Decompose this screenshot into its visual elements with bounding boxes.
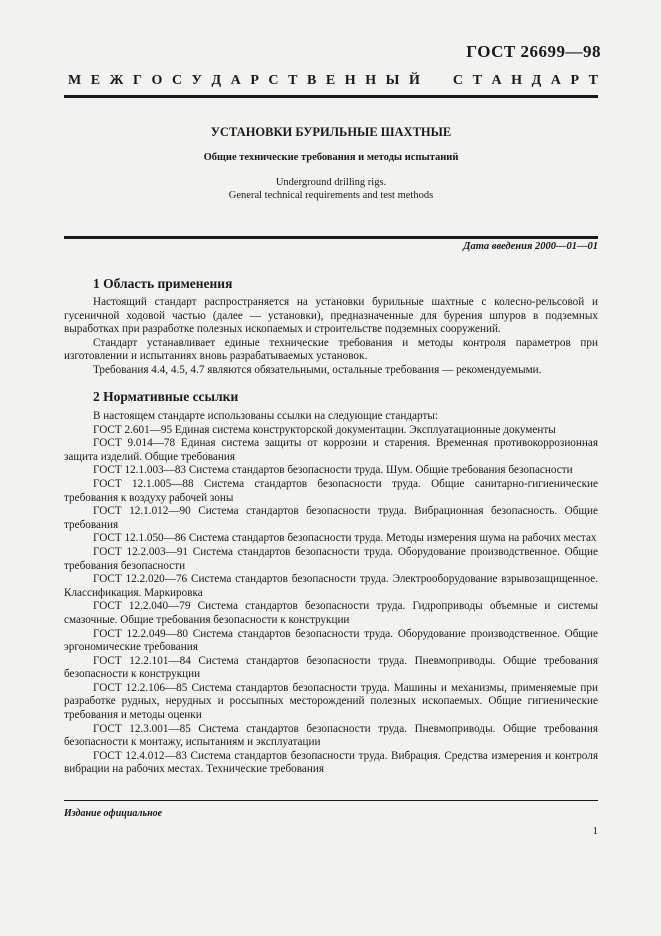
interstate-standard-banner [68,73,598,89]
page-number: 1 [592,825,598,837]
section-1-paragraph: Требования 4.4, 4.5, 4.7 являются обязательными, остальные требования — рекомендуемыми. [93,363,542,376]
reference-item: ГОСТ 12.1.003—83 Система стандартов безопасности труда. Шум. Общие требования безопасности [93,464,573,477]
interstate-letter: У [191,73,202,88]
standard-letter: Р [570,73,580,88]
title-rule [64,236,598,239]
interstate-letter: Е [325,73,336,88]
section-1-body [64,296,598,378]
english-title-line1: Underground drilling rigs. [275,177,387,188]
interstate-letter: Р [250,73,259,88]
reference-item: ГОСТ 12.2.040—79 Система стандартов безопасности труда. Гидроприводы объемные и системы смазочные. Общие требования безопасности к конструкции [64,600,598,626]
interstate-letter: О [151,73,163,88]
reference-item: ГОСТ 12.2.101—84 Система стандартов безопасности труда. Пневмоприводы. Общие требования безопасности к конструкции [64,654,598,681]
interstate-letter: Ы [385,73,400,88]
interstate-letter: Г [133,73,142,88]
gost-code: ГОСТ 26699—98 [466,42,601,61]
standard-letter: Н [511,73,523,88]
reference-item: ГОСТ 12.4.012—83 Система стандартов безопасности труда. Вибрация. Средства измерения и контроля вибрации на рабочих местах. Технические требования [64,749,598,776]
interstate-letter: М [68,73,82,88]
official-edition-label: Издание официальное [64,808,163,819]
interstate-letter: С [171,73,183,88]
interstate-letter: Ж [109,73,124,88]
interstate-letter: Д [211,73,222,88]
english-title [64,176,598,202]
standard-letter: Т [472,73,482,88]
section-2-heading: 2 Нормативные ссылки [93,389,239,404]
interstate-letter: С [268,73,279,88]
interstate-letter: А [230,73,241,88]
footer-rule [64,800,598,801]
interstate-letter: Н [365,73,377,88]
reference-item: ГОСТ 12.2.106—85 Система стандартов безопасности труда. Машины и механизмы, применяемые при разработке рудных, нерудных и россыпных месторождений полезных ископаемых. Общие гигиенические требования и методы оценки [64,681,598,722]
standard-letter: Т [588,73,598,88]
reference-item: ГОСТ 12.1.005—88 Система стандартов безопасности труда. Общие санитарно-гигиенические требования к воздуху рабочей зоны [64,477,598,504]
reference-item: ГОСТ 12.2.003—91 Система стандартов безопасности труда. Оборудование производственное. Общие требования безопасности [64,545,598,572]
document-title: УСТАНОВКИ БУРИЛЬНЫЕ ШАХТНЫЕ [210,125,452,139]
standard-letter: А [550,73,561,88]
introduction-date: Дата введения 2000—01—01 [463,241,598,252]
standard-letter: Д [531,73,542,88]
standard-letter: А [491,73,502,88]
section-1-paragraph: Настоящий стандарт распространяется на установки бурильные шахтные с колесно-рельсовой и гусеничной ходовой частью (далее — установки), предназначенные для бурения шпуров в подземных выработках при разработке полезных ископаемых и строительстве подземных сооружений. [64,296,598,336]
section-2-body [64,410,598,777]
standard-letter: С [452,73,464,88]
reference-item: ГОСТ 12.1.050—86 Система стандартов безопасности труда. Методы измерения шума на рабочих местах [93,532,597,545]
reference-item: ГОСТ 9.014—78 Единая система защиты от коррозии и старения. Временная противокоррозионная защита изделий. Общие требования [64,437,598,463]
top-rule [64,95,598,98]
reference-item: ГОСТ 12.3.001—85 Система стандартов безопасности труда. Пневмоприводы. Общие требования безопасности к монтажу, испытаниям и эксплуатации [64,722,598,749]
interstate-letter: Е [90,73,101,88]
section-1-paragraph: Стандарт устанавливает единые технические требования и методы контроля параметров при изготовлении и испытаниях вновь разрабатываемых установок. [64,336,598,363]
reference-item: ГОСТ 2.601—95 Единая система конструкторской документации. Эксплуатационные документы [93,423,556,436]
banner-gap [429,73,443,89]
interstate-letter: Т [288,73,298,88]
interstate-letter: В [306,73,317,88]
reference-item: ГОСТ 12.2.020—76 Система стандартов безопасности труда. Электрооборудование взрывозащищенное. Классификация. Маркировка [64,573,598,599]
english-title-line2: General technical requirements and test methods [228,190,434,201]
reference-item: ГОСТ 12.1.012—90 Система стандартов безопасности труда. Вибрационная безопасность. Общие требования [64,505,598,531]
section-1-heading: 1 Область применения [93,276,233,291]
references-intro: В настоящем стандарте использованы ссылки на следующие стандарты: [93,410,438,422]
interstate-letter: Й [408,73,420,88]
document-subtitle: Общие технические требования и методы испытаний [203,152,459,163]
interstate-letter: Н [344,73,356,88]
reference-item: ГОСТ 12.2.049—80 Система стандартов безопасности труда. Оборудование производственное. Общие эргономические требования [64,627,598,654]
